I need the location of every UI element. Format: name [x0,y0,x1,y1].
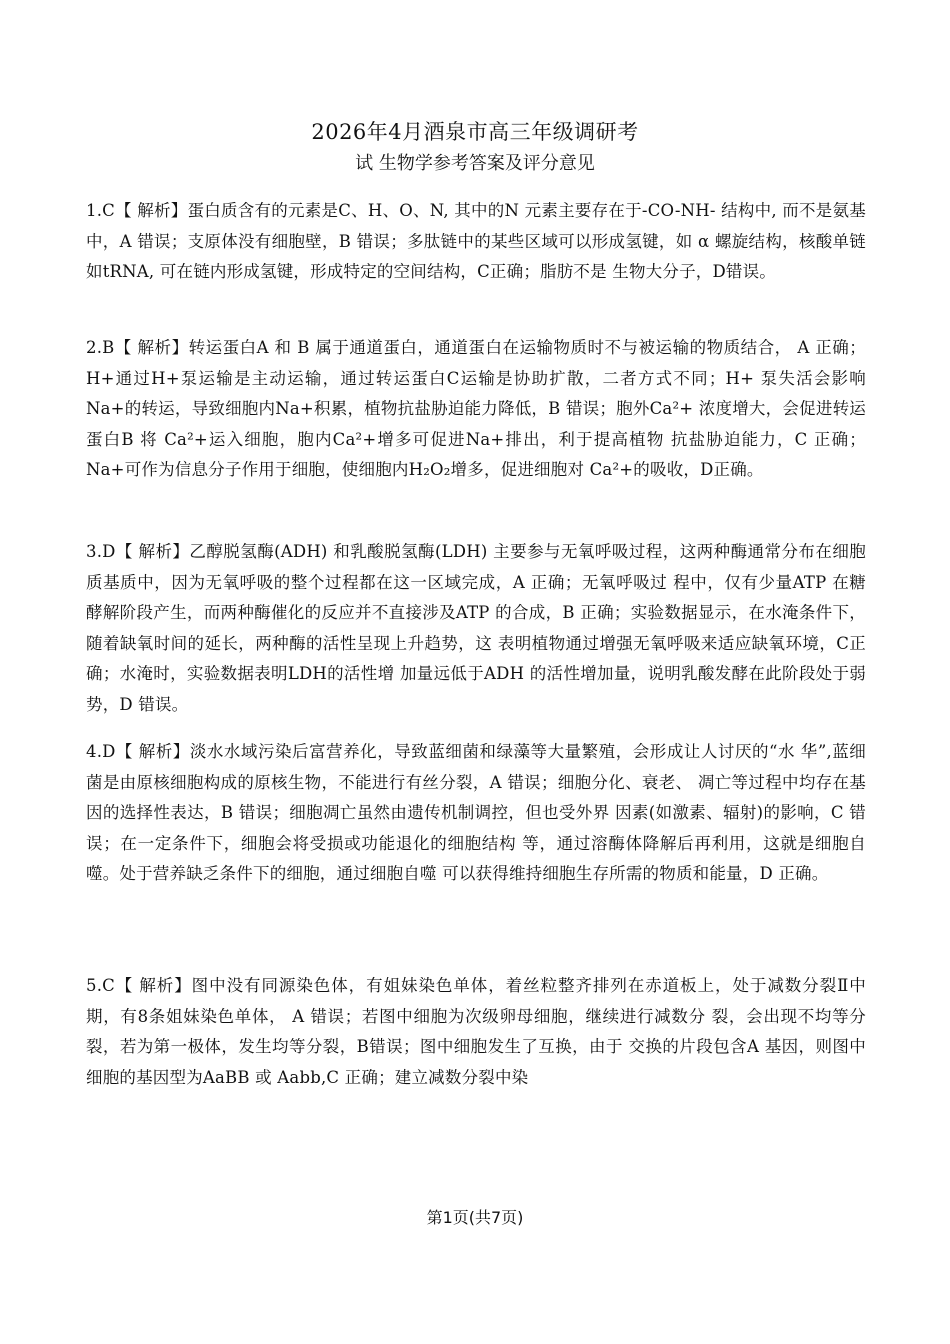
page-number: 第1页(共7页) [426,1208,524,1227]
answer-paragraph-1: 1.C【 解析】蛋白质含有的元素是C、H、O、N, 其中的N 元素主要存在于-CO-NH- 结构中, 而不是氨基中，A 错误；支原体没有细胞壁，B 错误；多肽链中的某些区域可以形成氢键，如 α 螺旋结构，核酸单链如tRNA, 可在链内形成氢键，形成特定的空间结构，C正确；脂肪不是 生物大分子，D错误。 [86,201,866,281]
answer-paragraph-4: 4.D【 解析】淡水水域污染后富营养化，导致蓝细菌和绿藻等大量繁殖，会形成让人讨厌的“水 华”,蓝细菌是由原核细胞构成的原核生物，不能进行有丝分裂，A 错误；细胞分化、衰老、 凋亡等过程中均存在基因的选择性表达，B 错误；细胞凋亡虽然由遗传机制调控，但也受外界 因素(如激素、辐射)的影响，C 错误；在一定条件下，细胞会将受损或功能退化的细胞结构 等，通过溶酶体降解后再利用，这就是细胞自噬。处于营养缺乏条件下的细胞，通过细胞自噬 可以获得维持细胞生存所需的物质和能量，D 正确。 [86,742,866,883]
answer-paragraph-5: 5.C【 解析】图中没有同源染色体，有姐妹染色单体，着丝粒整齐排列在赤道板上，处于减数分裂Ⅱ中期，有8条姐妹染色单体， A 错误；若图中细胞为次级卵母细胞，继续进行减数分 裂，会出现不均等分裂，若为第一极体，发生均等分裂，B错误；图中细胞发生了互换，由于 交换的片段包含A 基因，则图中细胞的基因型为AaBB 或 Aabb,C 正确；建立减数分裂中染 [86,976,866,1087]
answer-paragraph-2: 2.B【 解析】转运蛋白A 和 B 属于通道蛋白，通道蛋白在运输物质时不与被运输的物质结合， A 正确；H+通过H+泵运输是主动运输，通过转运蛋白C运输是协助扩散，二者方式不同；H+ 泵失活会影响Na+的转运，导致细胞内Na+积累，植物抗盐胁迫能力降低，B 错误；胞外Ca²+ 浓度增大，会促进转运蛋白B 将 Ca²+运入细胞，胞内Ca²+增多可促进Na+排出，利于提高植物 抗盐胁迫能力，C 正确；Na+可作为信息分子作用于细胞，使细胞内H₂O₂增多，促进细胞对 Ca²+的吸收，D正确。 [86,338,866,479]
answer-paragraph-3: 3.D【 解析】乙醇脱氢酶(ADH) 和乳酸脱氢酶(LDH) 主要参与无氧呼吸过程，这两种酶通常分布在细胞质基质中，因为无氧呼吸的整个过程都在这一区域完成，A 正确；无氧呼吸过 程中，仅有少量ATP 在糖酵解阶段产生，而两种酶催化的反应并不直接涉及ATP 的合成，B 正确；实验数据显示，在水淹条件下，随着缺氧时间的延长，两种酶的活性呈现上升趋势，这 表明植物通过增强无氧呼吸来适应缺氧环境，C正确；水淹时，实验数据表明LDH的活性增 加量远低于ADH 的活性增加量，说明乳酸发酵在此阶段处于弱势，D 错误。 [86,542,866,714]
document-title: 2026年4月酒泉市高三年级调研考 [311,120,639,144]
document-subtitle: 试 生物学参考答案及评分意见 [355,153,595,174]
